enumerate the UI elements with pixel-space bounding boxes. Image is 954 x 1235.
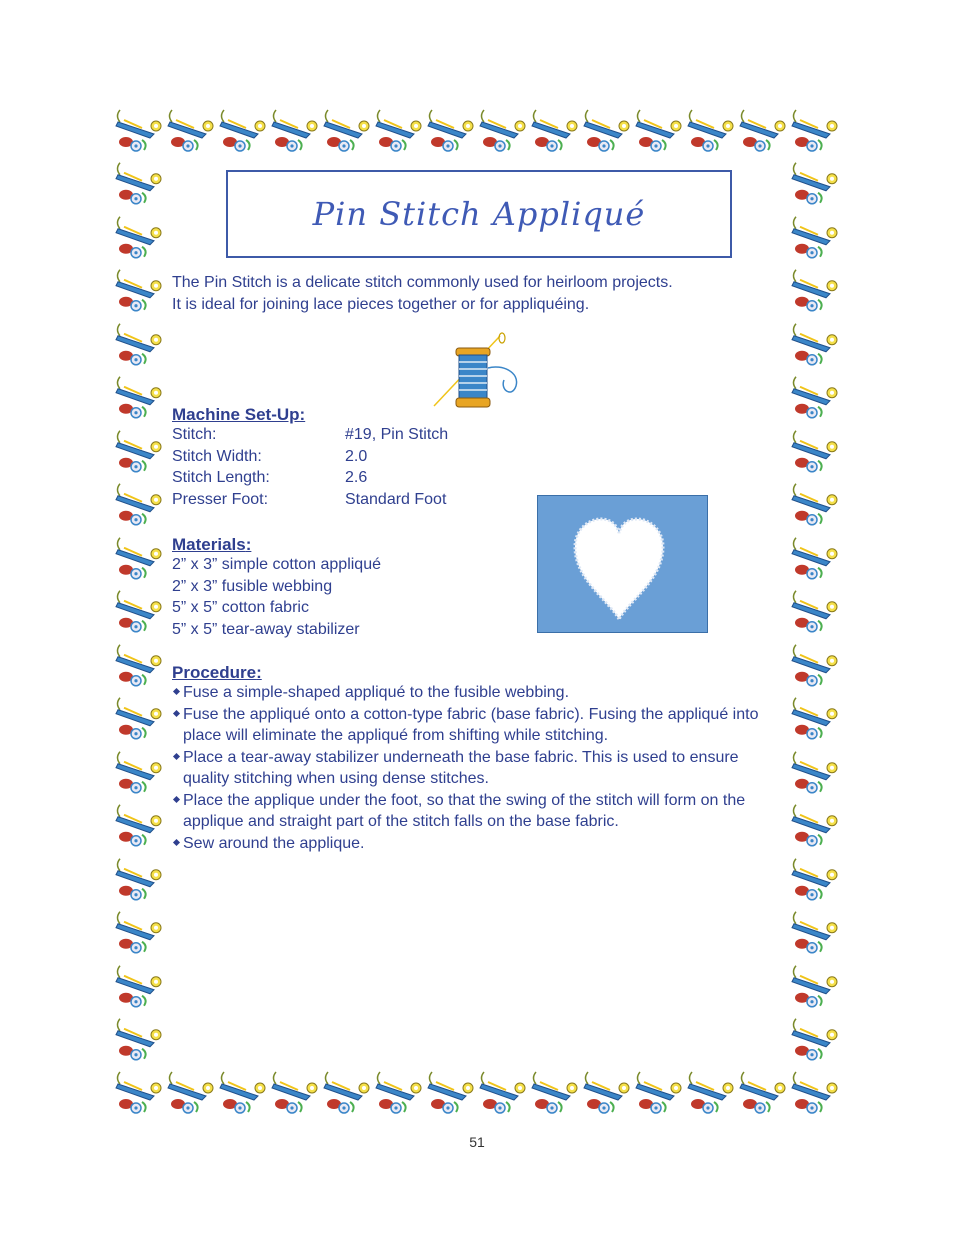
sewing-machine-motif-icon [788,263,840,317]
sewing-machine-motif-icon [632,104,684,156]
setup-value: 2.0 [345,447,368,465]
sewing-machine-motif-icon [112,477,164,531]
list-item: Fuse the appliqué onto a cotton-type fabric (base fabric). Fusing the appliqué into place will eliminate the appliqué from shifting while stitching. [172,704,782,747]
setup-label: Stitch: [172,426,217,443]
sewing-machine-motif-icon [112,798,164,852]
sewing-machine-motif-icon [788,905,840,959]
border-left [112,156,164,1066]
materials-heading-text: Materials [172,535,246,554]
sewing-machine-motif-icon [788,104,840,156]
procedure-heading: Procedure: [172,663,262,682]
sewing-machine-motif-icon [788,210,840,264]
sewing-machine-motif-icon [528,104,580,156]
setup-label: Stitch Width: [172,447,262,465]
sewing-machine-motif-icon [112,104,164,156]
sewing-machine-motif-icon [788,317,840,371]
setup-labels [172,424,270,510]
sewing-machine-motif-icon [684,1066,736,1118]
procedure-list [172,682,782,854]
sewing-machine-motif-icon [684,104,736,156]
sewing-machine-motif-icon [788,1066,840,1118]
sewing-machine-motif-icon [788,531,840,585]
sewing-machine-motif-icon [112,852,164,906]
list-item: Place the applique under the foot, so that the swing of the stitch will form on the applique and straight part of the stitch falls on the base fabric. [172,790,782,833]
title-box [226,170,732,258]
sewing-machine-motif-icon [424,104,476,156]
sewing-machine-motif-icon [580,104,632,156]
heart-applique-icon [537,495,708,633]
procedure-heading-text: Procedure [172,663,257,682]
sewing-machine-motif-icon [788,852,840,906]
page-title: Pin Stitch Appliqué [312,195,646,233]
setup-label: Presser Foot: [172,490,269,508]
list-item: 2” x 3” fusible webbing [172,577,333,595]
sewing-machine-motif-icon [580,1066,632,1118]
machine-setup-heading: Machine Set-Up: [172,405,306,424]
setup-value: 2.6 [345,469,368,486]
sewing-machine-motif-icon [476,104,528,156]
sewing-machine-motif-icon [216,104,268,156]
sewing-machine-motif-icon [112,1012,164,1066]
sewing-machine-motif-icon [112,156,164,210]
sewing-machine-motif-icon [112,210,164,264]
list-item: Fuse a simple-shaped appliqué to the fusible webbing. [172,682,782,704]
setup-value: Standard Foot [345,490,447,508]
sewing-machine-motif-icon [788,798,840,852]
sewing-machine-motif-icon [788,745,840,799]
machine-setup-heading-text: Machine Set-Up [172,405,300,424]
sewing-machine-motif-icon [736,104,788,156]
sewing-machine-motif-icon [788,156,840,210]
sewing-machine-motif-icon [112,959,164,1013]
intro-text [172,272,673,316]
sewing-machine-motif-icon [112,531,164,585]
sewing-machine-motif-icon [476,1066,528,1118]
page-number: 51 [469,1134,485,1150]
list-item: 5” x 5” tear-away stabilizer [172,620,360,638]
list-item: 2” x 3” simple cotton appliqué [172,556,381,573]
sewing-machine-motif-icon [112,370,164,424]
sewing-machine-motif-icon [788,370,840,424]
sewing-machine-motif-icon [788,959,840,1013]
sewing-machine-motif-icon [372,104,424,156]
sewing-machine-motif-icon [112,638,164,692]
intro-line: It is ideal for joining lace pieces together or for appliquéing. [172,296,590,313]
sewing-machine-motif-icon [112,1066,164,1118]
sewing-machine-motif-icon [788,1012,840,1066]
sewing-machine-motif-icon [112,691,164,745]
sewing-machine-motif-icon [268,1066,320,1118]
materials-list [172,554,381,640]
materials-heading: Materials: [172,535,252,554]
sewing-machine-motif-icon [112,317,164,371]
sewing-machine-motif-icon [112,905,164,959]
sewing-machine-motif-icon [424,1066,476,1118]
sewing-machine-motif-icon [528,1066,580,1118]
sewing-machine-motif-icon [788,638,840,692]
sewing-machine-motif-icon [216,1066,268,1118]
sewing-machine-motif-icon [788,477,840,531]
sewing-machine-motif-icon [788,691,840,745]
sewing-machine-motif-icon [320,104,372,156]
border-bottom [112,1066,840,1118]
sewing-machine-motif-icon [164,1066,216,1118]
sewing-machine-motif-icon [112,584,164,638]
list-item: Place a tear-away stabilizer underneath the base fabric. This is used to ensure quality stitching when using dense stitches. [172,747,782,790]
list-item: 5” x 5” cotton fabric [172,599,309,616]
setup-values [345,424,448,510]
sewing-machine-motif-icon [112,424,164,478]
sewing-machine-motif-icon [112,263,164,317]
sewing-machine-motif-icon [268,104,320,156]
sewing-machine-motif-icon [632,1066,684,1118]
sewing-machine-motif-icon [164,104,216,156]
list-item: Sew around the applique. [172,833,782,855]
sewing-machine-motif-icon [736,1066,788,1118]
sewing-machine-motif-icon [788,584,840,638]
sewing-machine-motif-icon [788,424,840,478]
border-right [788,156,840,1066]
sewing-machine-motif-icon [372,1066,424,1118]
sewing-machine-motif-icon [112,745,164,799]
sewing-machine-motif-icon [320,1066,372,1118]
setup-label: Stitch Length: [172,469,270,486]
setup-value: #19, Pin Stitch [345,426,449,443]
thread-spool-icon [430,328,526,412]
intro-line: The Pin Stitch is a delicate stitch commonly used for heirloom projects. [172,274,673,291]
border-top [112,104,840,156]
